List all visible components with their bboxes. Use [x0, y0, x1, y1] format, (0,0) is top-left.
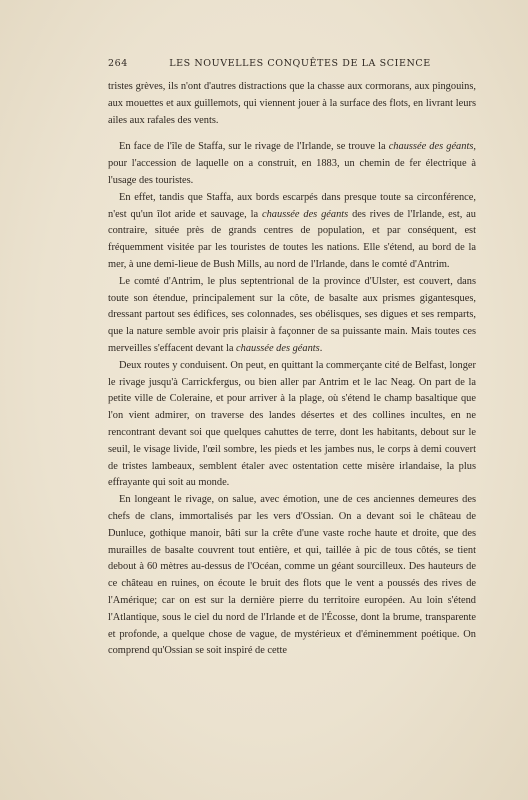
paragraph-4	[108, 358, 476, 492]
paragraph-1	[108, 139, 476, 189]
paragraph-text: En longeant le rivage, on salue, avec émotion, une de ces anciennes demeures des chefs de clans, immortalisés par les vers d'Ossian. On a devant soi le château de Dunluce, gothique manoir, bâti sur la crête d'une vaste roche haute et droite, que des murailles de basalte couvrent tout entière, et qui, taillée à pic de tous côtés, se tient debout à 60 mètres au-dessus de l'Océan, comme un géant sourcilleux. Des hauteurs de ce château en ruines, on écoute le bruit des flots que le vent a poussés des rives de l'Amérique; car on est sur la dernière pierre du territoire européen. Au loin s'étend l'Atlantique, sous le ciel du nord de l'Irlande et de l'Écosse, dont la brume, transparente et profonde, a quelque chose de vague, de mystérieux et d'éminemment poétique. On comprend qu'Ossian se soit inspiré de cette	[108, 494, 476, 657]
paragraph-text: En effet, tandis que Staffa, aux bords escarpés dans presque toute sa circonférence, n'est qu'un îlot aride et sauvage, la	[108, 191, 476, 220]
paragraph-3	[108, 274, 476, 358]
page-number: 264	[108, 58, 128, 69]
paragraph-text: Le comté d'Antrim, le plus septentrional de la province d'Ulster, est couvert, dans toute son étendue, principalement sur la côte, de basalte aux prismes gigantesques, dressant partout ses édifices, ses colonnades, ses obélisques, ses digues et ses remparts, que la nature semble avoir pris plaisir à façonner de sa puissante main. Mais toutes ces merveilles s'effacent devant la	[108, 275, 476, 354]
italic-term: chaussée des géants	[262, 208, 349, 220]
paragraph-text: Deux routes y conduisent. On peut, en quittant la commerçante cité de Belfast, longer le rivage jusqu'à Carrickfergus, ou bien aller par Antrim et le lac Neag. On part de la petite ville de Coleraine, et pour arriver à la plage, où s'étend le champ basaltique que l'on vient admirer, on traverse des landes désertes et des collines incultes, en ne rencontrant devant soi que quelques cahuttes de terre, dont les habitants, debout sur le seuil, le visage livide, l'œil sombre, les pieds et les jambes nus, le corps à demi couvert de tristes lambeaux, semblent étaler avec ostentation cette misère irlandaise, la plus effrayante qui soit au monde.	[108, 359, 476, 489]
paragraph-text: , pour l'accession de laquelle on a construit, en 1883, un chemin de fer électrique à l'usage des touristes.	[108, 141, 476, 186]
italic-term: chaussée des géants	[236, 342, 320, 354]
paragraph-text: tristes grèves, ils n'ont d'autres distractions que la chasse aux cormorans, aux pingouins, aux mouettes et aux guillemots, qui viennent jouer à la surface des flots, en livrant leurs ailes aux rafales des vents.	[108, 81, 476, 126]
italic-term: chaussée des géants	[388, 141, 474, 153]
paragraph-5	[108, 492, 476, 660]
paragraph-2	[108, 190, 476, 274]
paragraph-text: En face de l'île de Staffa, sur le rivage de l'Irlande, se trouve la	[119, 141, 389, 153]
paragraph-text: des rives de l'Irlande, est, au contraire, située près de grands centres de population, et par conséquent, est fréquemment visitée par les touristes de toutes les nations. Elle s'étend, au bord de la mer, à une demi-lieue de Bush Mills, au nord de l'Irlande, dans le comté d'Antrim.	[108, 208, 476, 270]
paragraph-text: .	[319, 342, 323, 354]
paragraph-0	[108, 79, 476, 129]
body-text	[108, 79, 476, 660]
running-title: LES NOUVELLES CONQUÊTES DE LA SCIENCE	[169, 58, 431, 69]
page-header	[108, 58, 476, 72]
